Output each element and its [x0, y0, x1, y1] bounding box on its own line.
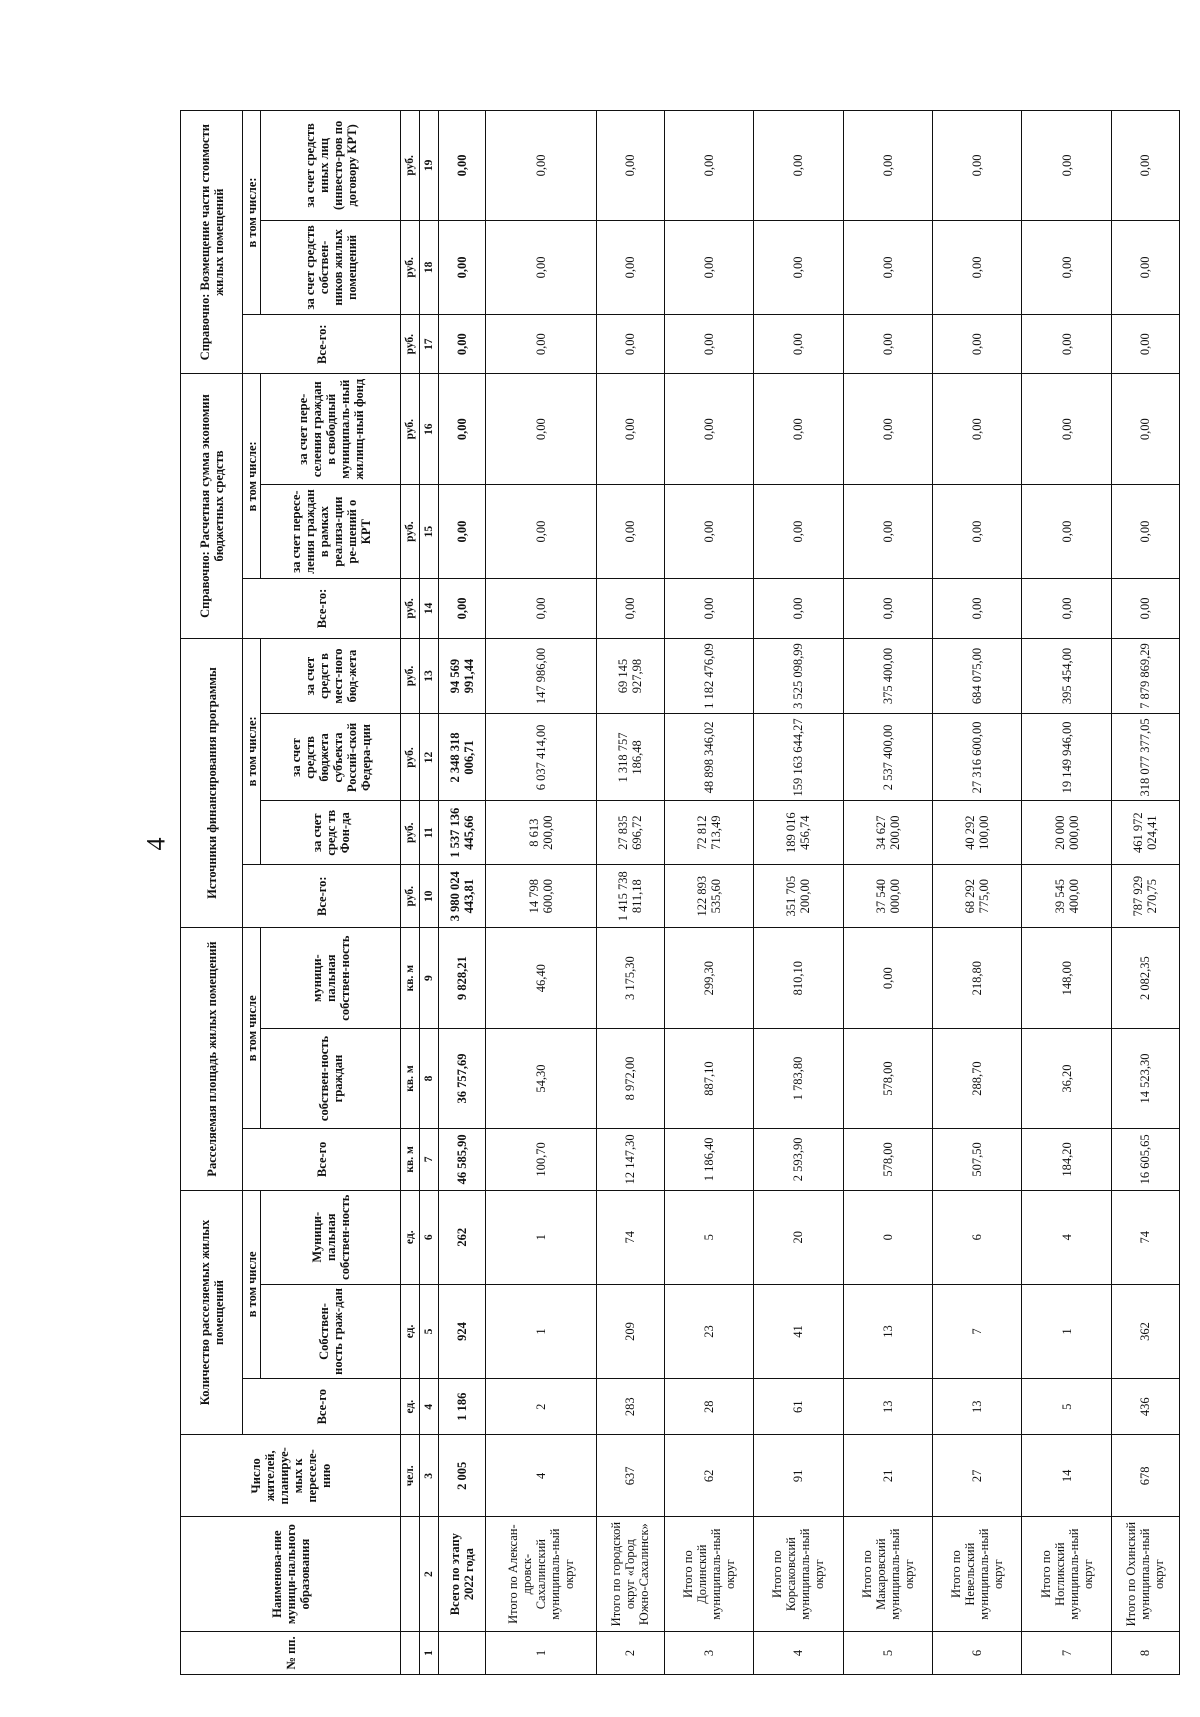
cell-econ-free: 0,00 — [843, 374, 932, 485]
header-no: № пп. — [181, 1632, 401, 1675]
cell-fin-fund: 34 627 200,00 — [843, 801, 932, 864]
cell-area-total: 507,50 — [932, 1129, 1021, 1190]
header-area-total: Все-го — [243, 1129, 401, 1190]
unit-cell: руб. — [401, 801, 420, 864]
cell-fin-total: 787 929 270,75 — [1111, 864, 1179, 927]
cell-area-total: 578,00 — [843, 1129, 932, 1190]
cell-reimb-other: 0,00 — [1022, 111, 1111, 221]
cell-area-private: 54,30 — [485, 1028, 596, 1128]
unit-cell: руб. — [401, 579, 420, 638]
cell-fin-total: 14 798 600,00 — [485, 864, 596, 927]
cell-qty-municipal: 262 — [439, 1190, 486, 1284]
cell-residents: 21 — [843, 1435, 932, 1517]
cell-fin-local: 375 400,00 — [843, 638, 932, 714]
cell-no: 7 — [1022, 1632, 1111, 1675]
cell-fin-fund: 27 835 696,72 — [596, 801, 664, 864]
column-number: 4 — [420, 1379, 439, 1435]
column-number: 8 — [420, 1028, 439, 1128]
unit-cell: руб. — [401, 864, 420, 927]
cell-reimb-owners: 0,00 — [843, 220, 932, 314]
header-fin-local: за счет средст в мест-ного бюд-жета — [261, 638, 401, 714]
cell-no: 1 — [485, 1632, 596, 1675]
cell-qty-total: 28 — [664, 1379, 753, 1435]
cell-reimb-total: 0,00 — [1022, 314, 1111, 373]
cell-no: 4 — [754, 1632, 843, 1675]
cell-econ-krt: 0,00 — [485, 485, 596, 579]
cell-name: Итого по Ногликский муниципаль-ный округ — [1022, 1517, 1111, 1632]
table-row-total — [439, 111, 486, 1675]
cell-econ-total: 0,00 — [1111, 579, 1179, 638]
column-number: 17 — [420, 314, 439, 373]
column-number: 14 — [420, 579, 439, 638]
cell-reimb-other: 0,00 — [439, 111, 486, 221]
cell-area-municipal: 2 082,35 — [1111, 928, 1179, 1028]
header-fin-group: Источники финансирования программы — [181, 638, 243, 928]
table-row — [843, 111, 932, 1675]
cell-qty-municipal: 1 — [485, 1190, 596, 1284]
cell-qty-total: 61 — [754, 1379, 843, 1435]
cell-fin-subject: 318 077 377,05 — [1111, 714, 1179, 801]
cell-qty-total: 436 — [1111, 1379, 1179, 1435]
cell-residents: 2 005 — [439, 1435, 486, 1517]
cell-fin-local: 1 182 476,09 — [664, 638, 753, 714]
cell-qty-total: 2 — [485, 1379, 596, 1435]
cell-qty-private: 13 — [843, 1284, 932, 1378]
header-name: Наименова-ние муници-пального образования — [181, 1517, 401, 1632]
cell-qty-total: 1 186 — [439, 1379, 486, 1435]
cell-qty-municipal: 74 — [596, 1190, 664, 1284]
cell-fin-total: 37 540 000,00 — [843, 864, 932, 927]
cell-area-private: 14 523,30 — [1111, 1028, 1179, 1128]
cell-fin-local: 69 145 927,98 — [596, 638, 664, 714]
cell-qty-private: 924 — [439, 1284, 486, 1378]
cell-no: 6 — [932, 1632, 1021, 1675]
cell-fin-fund: 40 292 100,00 — [932, 801, 1021, 864]
cell-residents: 91 — [754, 1435, 843, 1517]
header-econ-in-that: в том числе: — [243, 374, 261, 579]
column-number: 3 — [420, 1435, 439, 1517]
cell-reimb-total: 0,00 — [932, 314, 1021, 373]
cell-residents: 62 — [664, 1435, 753, 1517]
cell-fin-subject: 19 149 946,00 — [1022, 714, 1111, 801]
rotated-table-container — [180, 110, 1180, 1675]
cell-qty-private: 7 — [932, 1284, 1021, 1378]
cell-name: Итого по Невельский муниципаль-ный округ — [932, 1517, 1021, 1632]
cell-reimb-other: 0,00 — [754, 111, 843, 221]
column-number: 16 — [420, 374, 439, 485]
header-reimb-group: Справочно: Возмещение части стоимости жилых помещений — [181, 111, 243, 374]
cell-fin-subject: 2 348 318 006,71 — [439, 714, 486, 801]
cell-name: Всего по этапу 2022 года — [439, 1517, 486, 1632]
unit-cell: руб. — [401, 714, 420, 801]
column-number: 2 — [420, 1517, 439, 1632]
cell-residents: 637 — [596, 1435, 664, 1517]
column-number: 13 — [420, 638, 439, 714]
table-row — [596, 111, 664, 1675]
resettlement-table — [180, 110, 1180, 1675]
cell-econ-total: 0,00 — [843, 579, 932, 638]
cell-qty-total: 13 — [932, 1379, 1021, 1435]
table-row — [1022, 111, 1111, 1675]
cell-reimb-other: 0,00 — [596, 111, 664, 221]
cell-qty-municipal: 4 — [1022, 1190, 1111, 1284]
column-number: 19 — [420, 111, 439, 221]
units-row — [401, 111, 420, 1675]
header-econ-total: Все-го: — [243, 579, 401, 638]
cell-econ-krt: 0,00 — [439, 485, 486, 579]
column-number: 6 — [420, 1190, 439, 1284]
header-area-in-that: в том числе — [243, 928, 261, 1129]
cell-fin-local: 684 075,00 — [932, 638, 1021, 714]
cell-fin-subject: 159 163 644,27 — [754, 714, 843, 801]
cell-reimb-owners: 0,00 — [932, 220, 1021, 314]
cell-qty-private: 23 — [664, 1284, 753, 1378]
unit-cell: руб. — [401, 374, 420, 485]
header-fin-in-that: в том числе: — [243, 638, 261, 864]
unit-cell: ед. — [401, 1284, 420, 1378]
unit-cell: ед. — [401, 1379, 420, 1435]
cell-fin-fund: 189 016 456,74 — [754, 801, 843, 864]
cell-no: 5 — [843, 1632, 932, 1675]
cell-fin-local: 7 879 869,29 — [1111, 638, 1179, 714]
cell-residents: 27 — [932, 1435, 1021, 1517]
header-econ-krt: за счет пересе-ления граждан в рамках реализа-ции ре-шений о КРТ — [261, 485, 401, 579]
cell-econ-free: 0,00 — [596, 374, 664, 485]
cell-reimb-total: 0,00 — [843, 314, 932, 373]
cell-area-total: 184,20 — [1022, 1129, 1111, 1190]
cell-area-total: 100,70 — [485, 1129, 596, 1190]
cell-area-municipal: 0,00 — [843, 928, 932, 1028]
cell-econ-free: 0,00 — [439, 374, 486, 485]
cell-fin-local: 147 986,00 — [485, 638, 596, 714]
cell-reimb-owners: 0,00 — [439, 220, 486, 314]
column-number: 1 — [420, 1632, 439, 1675]
column-numbers-row — [420, 111, 439, 1675]
cell-fin-subject: 1 318 757 186,48 — [596, 714, 664, 801]
cell-qty-private: 362 — [1111, 1284, 1179, 1378]
header-qty-group: Количество расселяемых жилых помещений — [181, 1190, 243, 1435]
cell-qty-municipal: 5 — [664, 1190, 753, 1284]
cell-area-private: 578,00 — [843, 1028, 932, 1128]
cell-reimb-other: 0,00 — [843, 111, 932, 221]
cell-area-private: 1 783,80 — [754, 1028, 843, 1128]
cell-fin-subject: 48 898 346,02 — [664, 714, 753, 801]
column-number: 10 — [420, 864, 439, 927]
cell-qty-municipal: 0 — [843, 1190, 932, 1284]
cell-econ-free: 0,00 — [485, 374, 596, 485]
cell-econ-krt: 0,00 — [1022, 485, 1111, 579]
cell-reimb-total: 0,00 — [664, 314, 753, 373]
cell-qty-total: 13 — [843, 1379, 932, 1435]
unit-cell: руб. — [401, 485, 420, 579]
header-fin-subject: за счет средств бюджета субъекта Россий-ской Федера-ции — [261, 714, 401, 801]
cell-reimb-owners: 0,00 — [664, 220, 753, 314]
header-qty-private: Собствен-ность граж-дан — [261, 1284, 401, 1378]
unit-cell: руб. — [401, 314, 420, 373]
cell-reimb-owners: 0,00 — [485, 220, 596, 314]
cell-fin-local: 395 454,00 — [1022, 638, 1111, 714]
cell-qty-total: 5 — [1022, 1379, 1111, 1435]
cell-area-private: 36 757,69 — [439, 1028, 486, 1128]
header-reimb-total: Все-го: — [243, 314, 401, 373]
unit-cell — [401, 1632, 420, 1675]
cell-area-municipal: 46,40 — [485, 928, 596, 1028]
cell-area-municipal: 148,00 — [1022, 928, 1111, 1028]
cell-fin-total: 1 415 738 811,18 — [596, 864, 664, 927]
page-number: 4 — [141, 837, 171, 851]
cell-reimb-owners: 0,00 — [596, 220, 664, 314]
cell-fin-fund: 8 613 200,00 — [485, 801, 596, 864]
table-row — [932, 111, 1021, 1675]
cell-area-total: 1 186,40 — [664, 1129, 753, 1190]
column-number: 18 — [420, 220, 439, 314]
cell-reimb-other: 0,00 — [1111, 111, 1179, 221]
header-econ-group: Справочно: Расчетная сумма экономии бюджетных средств — [181, 374, 243, 638]
cell-fin-subject: 2 537 400,00 — [843, 714, 932, 801]
cell-fin-local: 94 569 991,44 — [439, 638, 486, 714]
cell-qty-municipal: 20 — [754, 1190, 843, 1284]
cell-area-municipal: 299,30 — [664, 928, 753, 1028]
cell-area-private: 288,70 — [932, 1028, 1021, 1128]
cell-reimb-other: 0,00 — [664, 111, 753, 221]
cell-econ-total: 0,00 — [1022, 579, 1111, 638]
cell-area-total: 16 605,65 — [1111, 1129, 1179, 1190]
cell-qty-municipal: 6 — [932, 1190, 1021, 1284]
cell-fin-local: 3 525 098,99 — [754, 638, 843, 714]
cell-econ-total: 0,00 — [754, 579, 843, 638]
cell-reimb-total: 0,00 — [439, 314, 486, 373]
cell-econ-krt: 0,00 — [596, 485, 664, 579]
header-fin-fund: за счет средс тв Фон-да — [261, 801, 401, 864]
cell-fin-fund: 20 000 000,00 — [1022, 801, 1111, 864]
cell-fin-fund: 1 537 136 445,66 — [439, 801, 486, 864]
cell-fin-subject: 6 037 414,00 — [485, 714, 596, 801]
cell-qty-private: 209 — [596, 1284, 664, 1378]
column-number: 7 — [420, 1129, 439, 1190]
cell-reimb-owners: 0,00 — [1111, 220, 1179, 314]
cell-area-municipal: 3 175,30 — [596, 928, 664, 1028]
cell-econ-krt: 0,00 — [1111, 485, 1179, 579]
header-fin-total: Все-го: — [243, 864, 401, 927]
cell-fin-total: 68 292 775,00 — [932, 864, 1021, 927]
unit-cell: руб. — [401, 638, 420, 714]
cell-econ-free: 0,00 — [1022, 374, 1111, 485]
cell-area-private: 887,10 — [664, 1028, 753, 1128]
cell-fin-fund: 461 972 024,41 — [1111, 801, 1179, 864]
header-qty-in-that: в том числе — [243, 1190, 261, 1378]
cell-name: Итого по Долинский муниципаль-ный округ — [664, 1517, 753, 1632]
header-reimb-in-that: в том числе: — [243, 111, 261, 315]
column-number: 11 — [420, 801, 439, 864]
cell-area-private: 8 972,00 — [596, 1028, 664, 1128]
header-residents: Число жителей, планируе-мых к переселе-нию — [181, 1435, 401, 1517]
table-row — [485, 111, 596, 1675]
cell-reimb-other: 0,00 — [932, 111, 1021, 221]
cell-econ-total: 0,00 — [485, 579, 596, 638]
cell-qty-private: 1 — [485, 1284, 596, 1378]
unit-cell: чел. — [401, 1435, 420, 1517]
header-econ-free: за счет пере-селения граждан в свободный муниципаль-ный жилищ-ный фонд — [261, 374, 401, 485]
cell-fin-total: 351 705 200,00 — [754, 864, 843, 927]
header-qty-total: Все-го — [243, 1379, 401, 1435]
unit-cell: ед. — [401, 1190, 420, 1284]
cell-area-municipal: 218,80 — [932, 928, 1021, 1028]
unit-cell: кв. м — [401, 1129, 420, 1190]
unit-cell: кв. м — [401, 928, 420, 1028]
cell-area-municipal: 9 828,21 — [439, 928, 486, 1028]
cell-econ-total: 0,00 — [932, 579, 1021, 638]
column-number: 12 — [420, 714, 439, 801]
cell-residents: 4 — [485, 1435, 596, 1517]
cell-name: Итого по Алексан-дровск-Сахалинский муниципаль-ный округ — [485, 1517, 596, 1632]
cell-econ-free: 0,00 — [1111, 374, 1179, 485]
cell-no: 8 — [1111, 1632, 1179, 1675]
header-reimb-owners: за счет средств собствен-ников жилых помещений — [261, 220, 401, 314]
cell-econ-krt: 0,00 — [754, 485, 843, 579]
cell-econ-krt: 0,00 — [932, 485, 1021, 579]
cell-residents: 678 — [1111, 1435, 1179, 1517]
column-number: 9 — [420, 928, 439, 1028]
cell-reimb-owners: 0,00 — [754, 220, 843, 314]
cell-econ-total: 0,00 — [596, 579, 664, 638]
unit-cell: кв. м — [401, 1028, 420, 1128]
cell-econ-krt: 0,00 — [664, 485, 753, 579]
cell-econ-free: 0,00 — [664, 374, 753, 485]
cell-fin-total: 3 980 024 443,81 — [439, 864, 486, 927]
unit-cell: руб. — [401, 111, 420, 221]
cell-qty-municipal: 74 — [1111, 1190, 1179, 1284]
header-reimb-other: за счет средств иных лиц (инвесто-ров по договору КРТ) — [261, 111, 401, 221]
cell-fin-subject: 27 316 600,00 — [932, 714, 1021, 801]
header-area-municipal: муници-пальная собствен-ность — [261, 928, 401, 1028]
column-number: 5 — [420, 1284, 439, 1378]
cell-reimb-total: 0,00 — [485, 314, 596, 373]
header-area-private: собствен-ность граждан — [261, 1028, 401, 1128]
cell-reimb-other: 0,00 — [485, 111, 596, 221]
cell-econ-free: 0,00 — [932, 374, 1021, 485]
header-qty-municipal: Муници-пальная собствен-ность — [261, 1190, 401, 1284]
cell-name: Итого по Охинский муниципаль-ный округ — [1111, 1517, 1179, 1632]
column-number: 15 — [420, 485, 439, 579]
cell-econ-total: 0,00 — [439, 579, 486, 638]
cell-qty-private: 41 — [754, 1284, 843, 1378]
cell-no: 3 — [664, 1632, 753, 1675]
cell-name: Итого по Корсаковский муниципаль-ный округ — [754, 1517, 843, 1632]
cell-reimb-total: 0,00 — [754, 314, 843, 373]
table-row — [664, 111, 753, 1675]
cell-area-total: 12 147,30 — [596, 1129, 664, 1190]
cell-econ-free: 0,00 — [754, 374, 843, 485]
table-row — [1111, 111, 1179, 1675]
cell-area-private: 36,20 — [1022, 1028, 1111, 1128]
cell-name: Итого по городской округ «Город Южно-Сахалинск» — [596, 1517, 664, 1632]
cell-area-municipal: 810,10 — [754, 928, 843, 1028]
cell-no: 2 — [596, 1632, 664, 1675]
cell-reimb-owners: 0,00 — [1022, 220, 1111, 314]
table-row — [754, 111, 843, 1675]
cell-qty-total: 283 — [596, 1379, 664, 1435]
cell-fin-total: 122 893 535,60 — [664, 864, 753, 927]
cell-no — [439, 1632, 486, 1675]
cell-reimb-total: 0,00 — [596, 314, 664, 373]
cell-area-total: 2 593,90 — [754, 1129, 843, 1190]
unit-cell — [401, 1517, 420, 1632]
table-body — [439, 111, 1180, 1675]
unit-cell: руб. — [401, 220, 420, 314]
header-area-group: Расселяемая площадь жилых помещений — [181, 928, 243, 1190]
cell-residents: 14 — [1022, 1435, 1111, 1517]
cell-fin-total: 39 545 400,00 — [1022, 864, 1111, 927]
cell-qty-private: 1 — [1022, 1284, 1111, 1378]
cell-reimb-total: 0,00 — [1111, 314, 1179, 373]
cell-econ-krt: 0,00 — [843, 485, 932, 579]
cell-fin-fund: 72 812 713,49 — [664, 801, 753, 864]
cell-econ-total: 0,00 — [664, 579, 753, 638]
cell-name: Итого по Макаровский муниципаль-ный округ — [843, 1517, 932, 1632]
cell-area-total: 46 585,90 — [439, 1129, 486, 1190]
